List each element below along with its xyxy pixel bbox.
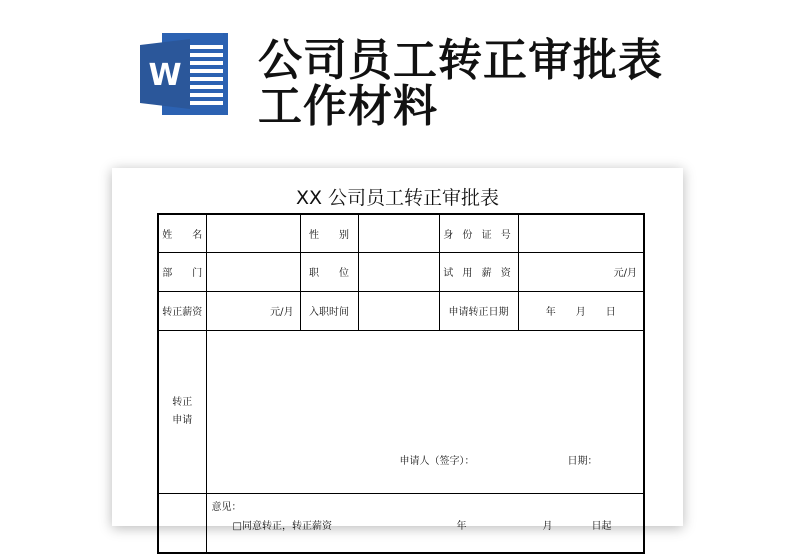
regular-salary-label: 转正薪资 — [158, 291, 206, 330]
application-content — [206, 330, 644, 493]
table-row — [158, 252, 644, 291]
document-title: XX 公司员工转正审批表 — [295, 187, 500, 209]
table-row — [158, 291, 644, 330]
opinion-content — [206, 493, 644, 553]
page-title — [258, 35, 663, 132]
probation-salary-label: 试 用 薪 资 — [439, 252, 518, 291]
position-value — [358, 252, 439, 291]
application-label — [158, 330, 206, 493]
approve-date-day: 日起 — [591, 520, 612, 532]
word-icon — [140, 33, 230, 115]
id-number-label: 身 份 证 号 — [439, 214, 518, 252]
name-value — [206, 214, 300, 252]
department-label: 部 门 — [158, 252, 206, 291]
approve-date-month: 月 — [542, 520, 553, 532]
probation-salary-unit: 元/月 — [518, 252, 644, 291]
approve-option: □同意转正，转正薪资 — [232, 520, 332, 532]
table-row — [158, 493, 644, 553]
position-label: 职 位 — [300, 252, 358, 291]
page-title-line-1: 公司员工转正审批表 — [258, 35, 663, 86]
hire-date-label: 入职时间 — [300, 291, 358, 330]
opinion-label: 意见： — [211, 501, 242, 513]
document-preview — [112, 168, 683, 532]
id-number-value — [518, 214, 644, 252]
opinion-row-label — [158, 493, 206, 553]
gender-value — [358, 214, 439, 252]
word-logo-letter: W — [148, 58, 182, 93]
application-label-line-2: 申请 — [172, 414, 193, 426]
apply-date-label: 申请转正日期 — [439, 291, 518, 330]
page-title-line-2: 工作材料 — [258, 81, 438, 132]
applicant-signature-label: 申请人（签字）： — [399, 455, 475, 467]
table-row — [158, 330, 644, 493]
application-label-line-1: 转正 — [172, 396, 193, 408]
approval-form-table — [157, 213, 645, 554]
regular-salary-unit: 元/月 — [206, 291, 300, 330]
form-table-container — [157, 213, 644, 532]
gender-label: 性 别 — [300, 214, 358, 252]
table-row — [158, 214, 644, 252]
application-date-label: 日期： — [567, 455, 598, 467]
approve-date-year: 年 — [456, 520, 467, 532]
name-label: 姓 名 — [158, 214, 206, 252]
hire-date-value — [358, 291, 439, 330]
department-value — [206, 252, 300, 291]
apply-date-placeholder: 年 月 日 — [518, 291, 644, 330]
